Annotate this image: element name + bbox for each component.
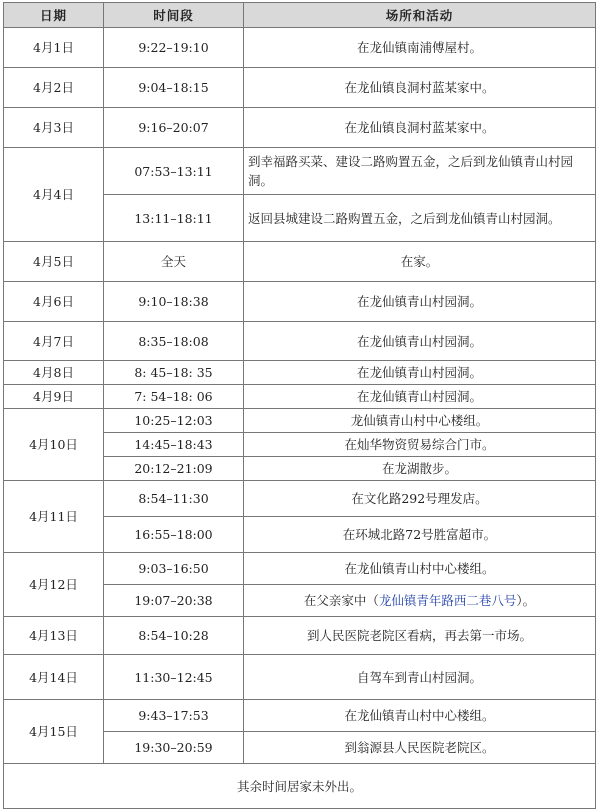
place-cell: 龙仙镇青山村中心楼组。 [244,409,596,433]
time-cell: 8:35–18:08 [104,322,244,361]
date-cell: 4月11日 [4,481,104,553]
footer-row [4,764,596,809]
place-cell: 在龙仙镇南浦傅屋村。 [244,28,596,68]
time-cell: 9:16–20:07 [104,108,244,148]
time-cell: 9:22–19:10 [104,28,244,68]
table-row [4,700,596,732]
place-cell: 自驾车到青山村园洞。 [244,655,596,700]
place-cell: 在龙仙镇青山村中心楼组。 [244,700,596,732]
date-cell: 4月13日 [4,617,104,655]
footer-note: 其余时间居家未外出。 [4,764,596,809]
time-cell: 16:55–18:00 [104,517,244,553]
table-row [4,322,596,361]
address-highlight: 龙仙镇青年路西二巷八号 [378,593,517,608]
place-cell: 在龙仙镇青山村园洞。 [244,282,596,322]
place-cell: 在家。 [244,242,596,282]
date-cell: 4月8日 [4,361,104,385]
date-cell: 4月3日 [4,108,104,148]
date-cell: 4月5日 [4,242,104,282]
place-cell: 到翁源县人民医院老院区。 [244,732,596,764]
time-cell: 8:54–11:30 [104,481,244,517]
time-cell: 9:04–18:15 [104,68,244,108]
place-cell: 在龙湖散步。 [244,457,596,481]
place-cell: 在龙仙镇青山村中心楼组。 [244,553,596,585]
time-cell: 07:53–13:11 [104,148,244,195]
place-cell: 返回县城建设二路购置五金，之后到龙仙镇青山村园洞。 [244,195,596,242]
table-row [4,385,596,409]
time-cell: 13:11–18:11 [104,195,244,242]
place-text: ）。 [516,593,536,608]
place-cell: 在龙仙镇青山村园洞。 [244,385,596,409]
time-cell: 全天 [104,242,244,282]
table-row [4,553,596,585]
table-row [4,617,596,655]
time-cell: 10:25–12:03 [104,409,244,433]
place-cell: 到人民医院老院区看病，再去第一市场。 [244,617,596,655]
table-header-row [4,3,596,28]
date-cell: 4月10日 [4,409,104,481]
table-row [4,242,596,282]
table-row [4,361,596,385]
table-row [4,655,596,700]
time-cell: 19:30–20:59 [104,732,244,764]
header-time: 时间段 [104,3,244,28]
table-row [4,148,596,195]
place-cell: 在灿华物资贸易综合门市。 [244,433,596,457]
place-cell: 在环城北路72号胜富超市。 [244,517,596,553]
time-cell: 9:43–17:53 [104,700,244,732]
table-row [4,68,596,108]
time-cell: 14:45–18:43 [104,433,244,457]
time-cell: 9:10–18:38 [104,282,244,322]
place-cell: 在龙仙镇青山村园洞。 [244,322,596,361]
place-cell [244,585,596,617]
time-cell: 7: 54–18: 06 [104,385,244,409]
date-cell: 4月12日 [4,553,104,617]
header-date: 日期 [4,3,104,28]
time-cell: 9:03–16:50 [104,553,244,585]
table-row [4,108,596,148]
date-cell: 4月15日 [4,700,104,764]
place-cell: 在文化路292号理发店。 [244,481,596,517]
place-cell: 在龙仙镇良洞村蓝某家中。 [244,108,596,148]
table-row [4,28,596,68]
time-cell: 8:54–10:28 [104,617,244,655]
place-cell: 到幸福路买菜、建设二路购置五金，之后到龙仙镇青山村园洞。 [244,148,596,195]
table-row [4,409,596,433]
date-cell: 4月7日 [4,322,104,361]
date-cell: 4月1日 [4,28,104,68]
date-cell: 4月9日 [4,385,104,409]
date-cell: 4月2日 [4,68,104,108]
time-cell: 11:30–12:45 [104,655,244,700]
date-cell: 4月14日 [4,655,104,700]
date-cell: 4月6日 [4,282,104,322]
place-text: 在父亲家中（ [303,593,379,608]
table-row [4,481,596,517]
date-cell: 4月4日 [4,148,104,242]
time-cell: 8: 45–18: 35 [104,361,244,385]
table-row [4,282,596,322]
place-cell: 在龙仙镇良洞村蓝某家中。 [244,68,596,108]
time-cell: 19:07–20:38 [104,585,244,617]
time-cell: 20:12–21:09 [104,457,244,481]
place-cell: 在龙仙镇青山村园洞。 [244,361,596,385]
header-place: 场所和活动 [244,3,596,28]
itinerary-table [3,2,596,809]
